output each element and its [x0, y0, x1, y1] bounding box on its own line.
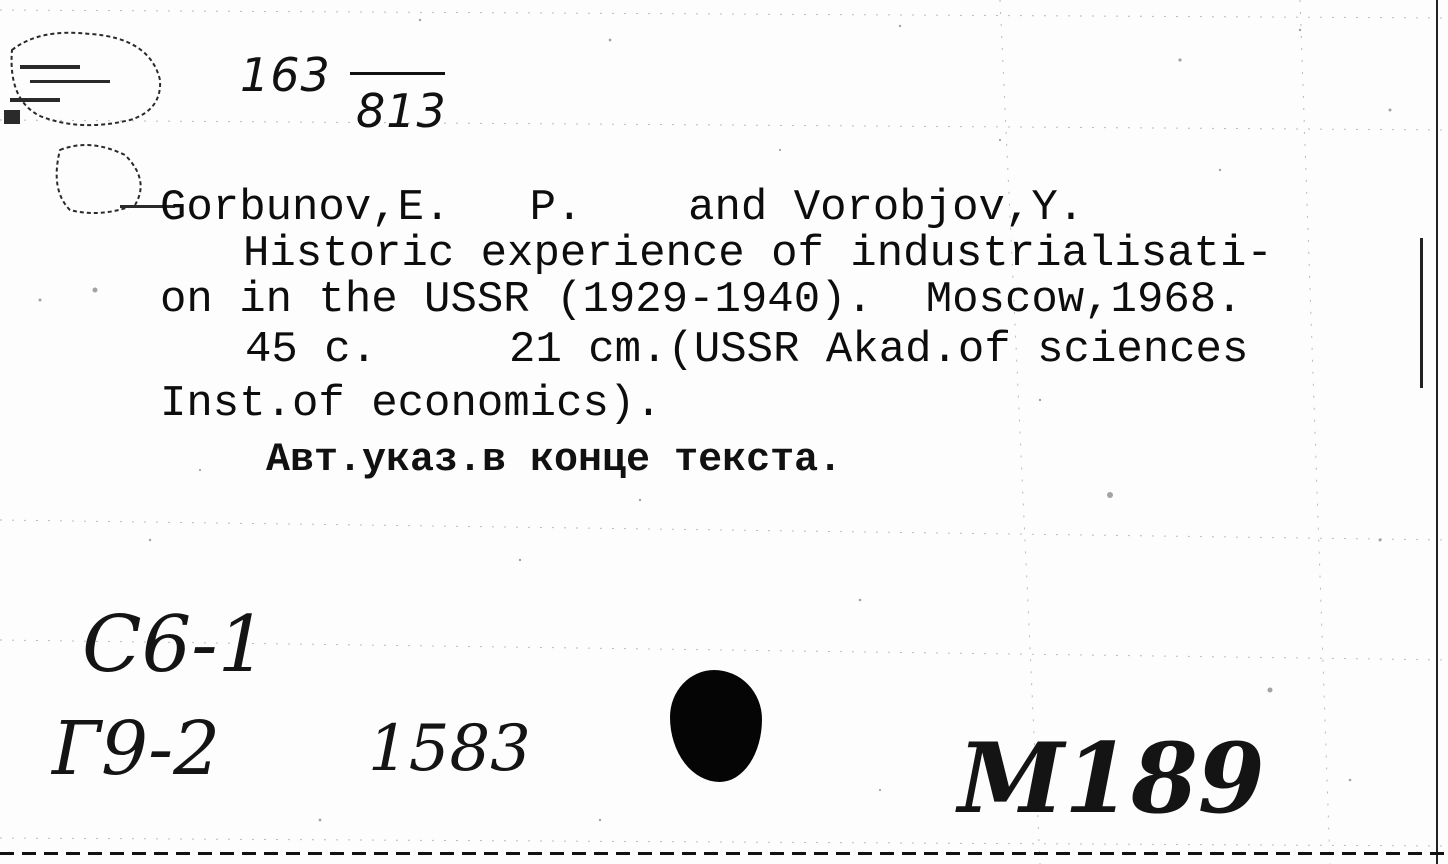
- card-bottom-edge: [0, 852, 1448, 855]
- entry-collation-line: 45 c. 21 cm.(USSR Akad.of sciences: [245, 325, 1249, 375]
- entry-series-line: Inst.of economics).: [160, 379, 662, 429]
- call-number-fraction-bar: [350, 72, 445, 75]
- ink-stamp-mark: [0, 20, 175, 220]
- handwritten-accession-number: 1583: [368, 712, 531, 786]
- entry-title-line-2: on in the USSR (1929-1940). Moscow,1968.: [160, 275, 1243, 325]
- card-right-edge: [1436, 0, 1438, 864]
- entry-author-line: Gorbunov,E. P. and Vorobjov,Y.: [160, 183, 1085, 233]
- call-number-bottom: 813: [356, 84, 447, 138]
- margin-rule: [1420, 238, 1423, 388]
- handwritten-shelf-mark-2: Г9-2: [52, 706, 221, 792]
- entry-title-line-1: Historic experience of industrialisati-: [243, 229, 1273, 279]
- call-number-top: 163: [240, 48, 331, 102]
- index-note: Авт.указ.в конце текста.: [266, 438, 843, 483]
- handwritten-inventory-number: M189: [958, 722, 1265, 835]
- handwritten-shelf-mark-1: С6-1: [82, 600, 268, 690]
